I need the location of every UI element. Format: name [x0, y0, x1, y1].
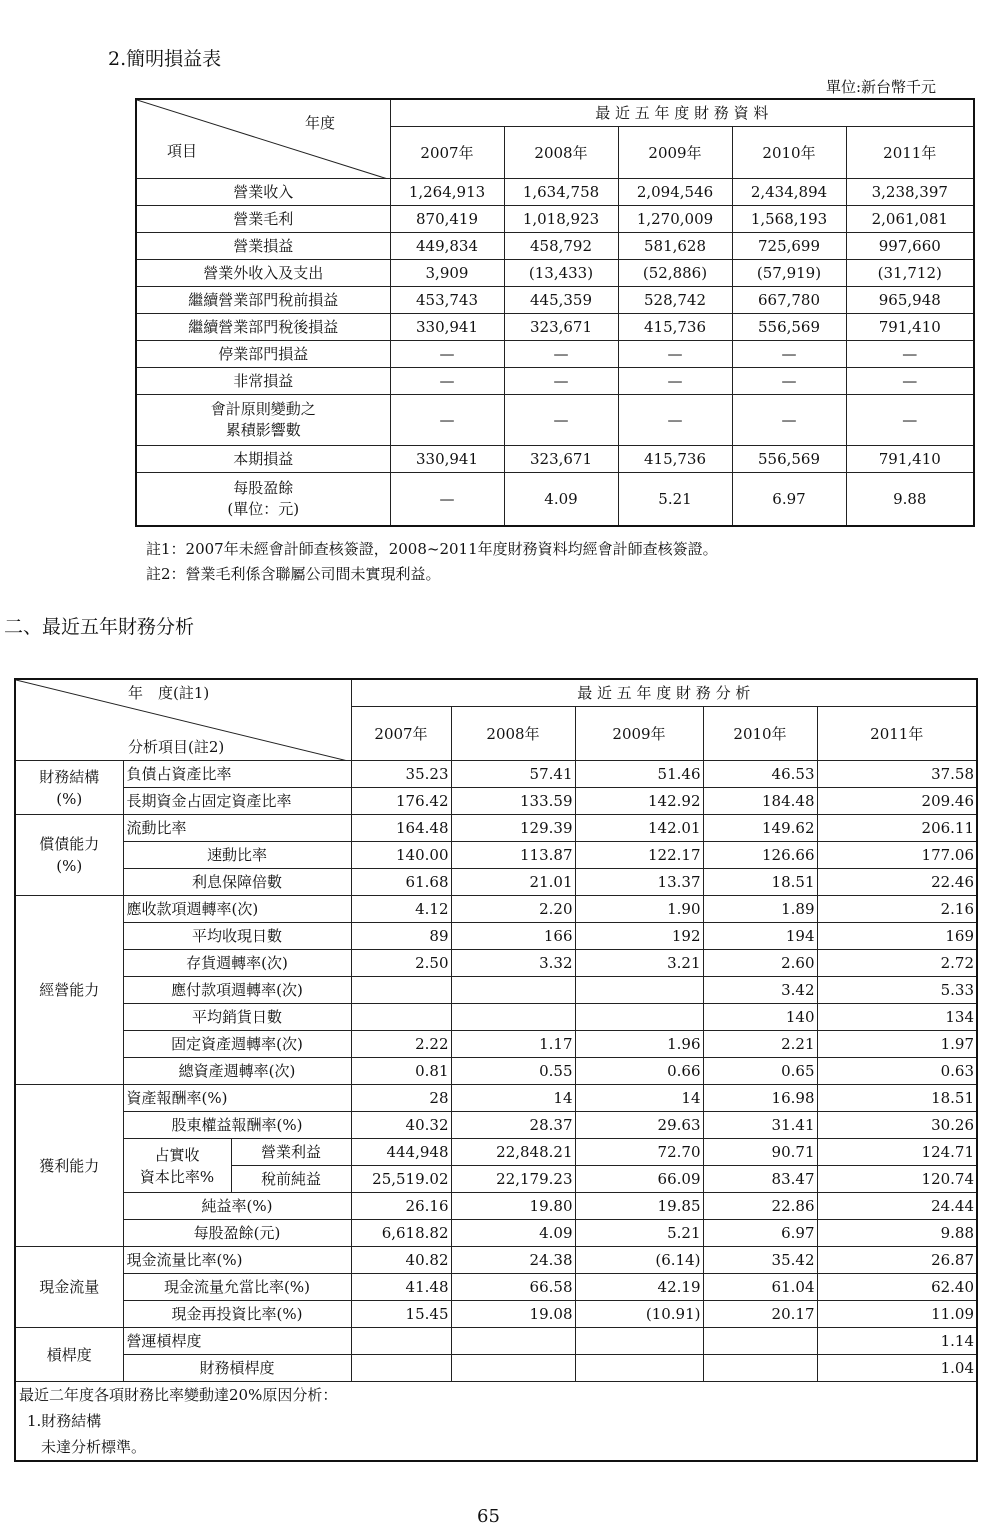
cell-value: 581,628: [618, 233, 732, 260]
cell-value: 1.17: [451, 1031, 575, 1058]
row-label: 速動比率: [123, 842, 351, 869]
category-label: 償債能力: [39, 835, 100, 853]
category-financial-structure: [15, 761, 123, 815]
cell-value: —: [846, 341, 974, 368]
unit-label: 單位:新台幣千元: [826, 78, 937, 96]
cell-value: 140.00: [351, 842, 451, 869]
cell-value: 15.45: [351, 1301, 451, 1328]
section-title-financial-analysis: 二、最近五年財務分析: [4, 616, 195, 638]
cell-value: 28.37: [451, 1112, 575, 1139]
cell-value: —: [504, 341, 618, 368]
cell-value: 176.42: [351, 788, 451, 815]
table-row: [15, 1328, 977, 1355]
row-label: 應付款項週轉率(次): [123, 977, 351, 1004]
table-row: [15, 869, 977, 896]
cell-value: 2.20: [451, 896, 575, 923]
cell-value: [575, 1004, 703, 1031]
analysis-cell: [15, 1382, 977, 1462]
cell-value: 2,434,894: [732, 179, 846, 206]
cell-value: 2.60: [703, 950, 817, 977]
row-label: 應收款項週轉率(次): [123, 896, 351, 923]
row-label: 繼續營業部門稅前損益: [136, 287, 390, 314]
cell-value: 2.16: [817, 896, 977, 923]
category-solvency: [15, 815, 123, 896]
cell-value: [351, 1004, 451, 1031]
cell-value: 61.04: [703, 1274, 817, 1301]
table-row: [15, 761, 977, 788]
table-row: [136, 368, 974, 395]
table-row: [15, 1112, 977, 1139]
cell-value: (57,919): [732, 260, 846, 287]
cell-value: 19.80: [451, 1193, 575, 1220]
cell-value: 126.66: [703, 842, 817, 869]
cell-value: 330,941: [390, 446, 504, 473]
cell-value: 9.88: [846, 473, 974, 527]
cell-value: 4.09: [451, 1220, 575, 1247]
cell-value: [351, 977, 451, 1004]
cell-value: 51.46: [575, 761, 703, 788]
cell-value: 323,671: [504, 314, 618, 341]
header-item-label: 項目: [167, 142, 198, 160]
cell-value: 330,941: [390, 314, 504, 341]
row-label: 長期資金占固定資產比率: [123, 788, 351, 815]
cell-value: 415,736: [618, 314, 732, 341]
year-header: 2011年: [846, 127, 974, 179]
cell-value: 14: [451, 1085, 575, 1112]
table-row: [15, 1301, 977, 1328]
cell-value: 129.39: [451, 815, 575, 842]
cell-value: 22,848.21: [451, 1139, 575, 1166]
cell-value: 18.51: [817, 1085, 977, 1112]
cell-value: 62.40: [817, 1274, 977, 1301]
subcategory-label: 資本比率%: [139, 1167, 215, 1186]
category-leverage: 槓桿度: [15, 1328, 123, 1382]
cell-value: 140: [703, 1004, 817, 1031]
cell-value: 134: [817, 1004, 977, 1031]
cell-value: 1,264,913: [390, 179, 504, 206]
subcategory-paid-in-capital: [123, 1139, 231, 1193]
row-label: 營業損益: [136, 233, 390, 260]
cell-value: 0.55: [451, 1058, 575, 1085]
cell-value: 209.46: [817, 788, 977, 815]
cell-value: 453,743: [390, 287, 504, 314]
cell-value: [451, 977, 575, 1004]
cell-value: 556,569: [732, 314, 846, 341]
analysis-title: 最近二年度各項財務比率變動達20%原因分析：: [19, 1386, 338, 1404]
cell-value: 0.66: [575, 1058, 703, 1085]
cell-value: —: [618, 395, 732, 446]
table-row: [136, 395, 974, 446]
cell-value: 6,618.82: [351, 1220, 451, 1247]
cell-value: 9.88: [817, 1220, 977, 1247]
analysis-item: 1.財務結構: [27, 1412, 102, 1430]
category-cash-flow: 現金流量: [15, 1247, 123, 1328]
cell-value: 1.96: [575, 1031, 703, 1058]
table-row: [136, 287, 974, 314]
cell-value: 72.70: [575, 1139, 703, 1166]
cell-value: 0.65: [703, 1058, 817, 1085]
table-row: [15, 1220, 977, 1247]
year-header: 2008年: [451, 707, 575, 761]
cell-value: 133.59: [451, 788, 575, 815]
cell-value: 177.06: [817, 842, 977, 869]
cell-value: 0.63: [817, 1058, 977, 1085]
cell-value: 6.97: [732, 473, 846, 527]
cell-value: 2.72: [817, 950, 977, 977]
cell-value: 122.17: [575, 842, 703, 869]
cell-value: 997,660: [846, 233, 974, 260]
cell-value: 3.42: [703, 977, 817, 1004]
table-row: [136, 260, 974, 287]
cell-value: 61.68: [351, 869, 451, 896]
cell-value: —: [390, 368, 504, 395]
cell-value: 164.48: [351, 815, 451, 842]
cell-value: 4.09: [504, 473, 618, 527]
table-row: [15, 1085, 977, 1112]
year-header: 2011年: [817, 707, 977, 761]
header-diagonal-cell: [15, 679, 351, 761]
cell-value: 42.19: [575, 1274, 703, 1301]
cell-value: 11.09: [817, 1301, 977, 1328]
row-label: 每股盈餘(元): [123, 1220, 351, 1247]
cell-value: —: [618, 341, 732, 368]
cell-value: 192: [575, 923, 703, 950]
cell-value: 120.74: [817, 1166, 977, 1193]
cell-value: 194: [703, 923, 817, 950]
cell-value: 449,834: [390, 233, 504, 260]
cell-value: 667,780: [732, 287, 846, 314]
cell-value: 26.16: [351, 1193, 451, 1220]
category-profitability: 獲利能力: [15, 1085, 123, 1247]
cell-value: 40.82: [351, 1247, 451, 1274]
table-row: [136, 341, 974, 368]
cell-value: 791,410: [846, 446, 974, 473]
cell-value: —: [390, 395, 504, 446]
cell-value: 5.33: [817, 977, 977, 1004]
cell-value: 445,359: [504, 287, 618, 314]
row-label: 固定資產週轉率(次): [123, 1031, 351, 1058]
table-row: [15, 1031, 977, 1058]
note-2: 註2：營業毛利係含聯屬公司間未實現利益。: [146, 565, 441, 583]
table-row: [15, 1004, 977, 1031]
cell-value: —: [504, 368, 618, 395]
cell-value: 35.42: [703, 1247, 817, 1274]
row-label: 營運槓桿度: [123, 1328, 351, 1355]
note-1: 註1：2007年未經會計師查核簽證，2008~2011年度財務資料均經會計師查核簽證。: [146, 540, 718, 558]
row-label: 非常損益: [136, 368, 390, 395]
cell-value: 22.46: [817, 869, 977, 896]
cell-value: 57.41: [451, 761, 575, 788]
table-row: [15, 977, 977, 1004]
year-header: 2007年: [390, 127, 504, 179]
cell-value: 142.92: [575, 788, 703, 815]
cell-value: 3.21: [575, 950, 703, 977]
header-year-label: 年度: [305, 114, 336, 132]
header-diagonal-cell: [136, 99, 390, 179]
section-title-income-statement: 2.簡明損益表: [108, 48, 222, 70]
row-label: 總資產週轉率(次): [123, 1058, 351, 1085]
cell-value: 35.23: [351, 761, 451, 788]
cell-value: 18.51: [703, 869, 817, 896]
table-row: [15, 1139, 977, 1166]
cell-value: —: [390, 473, 504, 527]
category-label: 財務結構: [39, 767, 100, 786]
row-label: 營業收入: [136, 179, 390, 206]
cell-value: (13,433): [504, 260, 618, 287]
cell-value: [575, 1328, 703, 1355]
table-row: [136, 206, 974, 233]
row-label: 平均收現日數: [123, 923, 351, 950]
cell-value: (52,886): [618, 260, 732, 287]
income-statement-table: [135, 98, 975, 527]
cell-value: 21.01: [451, 869, 575, 896]
cell-value: —: [732, 395, 846, 446]
category-operating: 經營能力: [15, 896, 123, 1085]
cell-value: 2,061,081: [846, 206, 974, 233]
table-row: [15, 896, 977, 923]
table-row: [15, 1247, 977, 1274]
cell-value: 1.90: [575, 896, 703, 923]
row-label-line1: 會計原則變動之: [210, 400, 316, 418]
cell-value: 870,419: [390, 206, 504, 233]
cell-value: 29.63: [575, 1112, 703, 1139]
year-header: 2010年: [703, 707, 817, 761]
page-number: 65: [477, 1506, 500, 1527]
cell-value: 1.97: [817, 1031, 977, 1058]
row-label: 存貨週轉率(次): [123, 950, 351, 977]
table-row: [15, 1355, 977, 1382]
table-row: [136, 473, 974, 527]
row-label: [136, 473, 390, 527]
cell-value: 3,238,397: [846, 179, 974, 206]
cell-value: 3,909: [390, 260, 504, 287]
cell-value: 0.81: [351, 1058, 451, 1085]
cell-value: 13.37: [575, 869, 703, 896]
cell-value: 415,736: [618, 446, 732, 473]
cell-value: 1.89: [703, 896, 817, 923]
cell-value: [451, 1355, 575, 1382]
cell-value: 791,410: [846, 314, 974, 341]
header-item-label: 分析項目(註2): [128, 738, 225, 756]
row-label: 現金流量比率(%): [123, 1247, 351, 1274]
cell-value: [575, 977, 703, 1004]
year-header: 2010年: [732, 127, 846, 179]
table-row: [15, 788, 977, 815]
cell-value: —: [846, 368, 974, 395]
cell-value: —: [390, 341, 504, 368]
cell-value: 4.12: [351, 896, 451, 923]
cell-value: 28: [351, 1085, 451, 1112]
cell-value: 24.44: [817, 1193, 977, 1220]
year-header: 2009年: [575, 707, 703, 761]
cell-value: 206.11: [817, 815, 977, 842]
cell-value: 556,569: [732, 446, 846, 473]
table-row: [15, 923, 977, 950]
row-label: 資產報酬率(%): [123, 1085, 351, 1112]
row-label: 繼續營業部門稅後損益: [136, 314, 390, 341]
cell-value: 169: [817, 923, 977, 950]
cell-value: 528,742: [618, 287, 732, 314]
header-group: 最 近 五 年 度 財 務 分 析: [351, 679, 977, 707]
table-row: [136, 233, 974, 260]
row-label: 營業毛利: [136, 206, 390, 233]
cell-value: 5.21: [575, 1220, 703, 1247]
cell-value: 46.53: [703, 761, 817, 788]
cell-value: 1,018,923: [504, 206, 618, 233]
row-label: 純益率(%): [123, 1193, 351, 1220]
cell-value: [575, 1355, 703, 1382]
cell-value: 83.47: [703, 1166, 817, 1193]
table-row: [15, 1193, 977, 1220]
cell-value: 66.09: [575, 1166, 703, 1193]
cell-value: 41.48: [351, 1274, 451, 1301]
cell-value: 5.21: [618, 473, 732, 527]
cell-value: 22.86: [703, 1193, 817, 1220]
year-header: 2007年: [351, 707, 451, 761]
cell-value: —: [504, 395, 618, 446]
cell-value: 725,699: [732, 233, 846, 260]
cell-value: 26.87: [817, 1247, 977, 1274]
cell-value: [703, 1355, 817, 1382]
cell-value: (10.91): [575, 1301, 703, 1328]
table-row: [15, 815, 977, 842]
cell-value: 14: [575, 1085, 703, 1112]
analysis-text: 未達分析標準。: [41, 1438, 147, 1456]
row-label: [136, 395, 390, 446]
row-label: 流動比率: [123, 815, 351, 842]
cell-value: 30.26: [817, 1112, 977, 1139]
row-label: 負債占資產比率: [123, 761, 351, 788]
row-label: 停業部門損益: [136, 341, 390, 368]
row-label: 股東權益報酬率(%): [123, 1112, 351, 1139]
table-row: [15, 950, 977, 977]
cell-value: 90.71: [703, 1139, 817, 1166]
cell-value: 2.22: [351, 1031, 451, 1058]
header-year-label: 年 度(註1): [128, 684, 210, 702]
cell-value: —: [732, 368, 846, 395]
table-row: [136, 314, 974, 341]
subcategory-label: 占實收: [154, 1145, 200, 1164]
financial-analysis-table: [14, 678, 978, 1462]
cell-value: 89: [351, 923, 451, 950]
cell-value: 40.32: [351, 1112, 451, 1139]
cell-value: 16.98: [703, 1085, 817, 1112]
cell-value: 31.41: [703, 1112, 817, 1139]
row-label: 本期損益: [136, 446, 390, 473]
cell-value: 19.85: [575, 1193, 703, 1220]
cell-value: 323,671: [504, 446, 618, 473]
cell-value: (6.14): [575, 1247, 703, 1274]
row-label: 稅前純益: [231, 1166, 351, 1193]
category-unit: (%): [56, 789, 83, 808]
cell-value: 22,179.23: [451, 1166, 575, 1193]
row-label: 平均銷貨日數: [123, 1004, 351, 1031]
cell-value: (31,712): [846, 260, 974, 287]
cell-value: 2.50: [351, 950, 451, 977]
cell-value: [351, 1355, 451, 1382]
cell-value: 19.08: [451, 1301, 575, 1328]
cell-value: 444,948: [351, 1139, 451, 1166]
row-label: 現金再投資比率(%): [123, 1301, 351, 1328]
cell-value: 37.58: [817, 761, 977, 788]
row-label-line2: (單位：元): [227, 500, 300, 518]
cell-value: 1,634,758: [504, 179, 618, 206]
row-label: 營業利益: [231, 1139, 351, 1166]
cell-value: [451, 1004, 575, 1031]
cell-value: 142.01: [575, 815, 703, 842]
year-header: 2008年: [504, 127, 618, 179]
cell-value: 965,948: [846, 287, 974, 314]
cell-value: [351, 1328, 451, 1355]
analysis-row: [15, 1382, 977, 1462]
cell-value: 1.04: [817, 1355, 977, 1382]
cell-value: 24.38: [451, 1247, 575, 1274]
header-group: 最 近 五 年 度 財 務 資 料: [390, 99, 974, 127]
category-unit: (%): [56, 857, 83, 875]
table-row: [136, 179, 974, 206]
row-label-line1: 每股盈餘: [233, 479, 294, 497]
cell-value: 1.14: [817, 1328, 977, 1355]
cell-value: 66.58: [451, 1274, 575, 1301]
cell-value: 1,270,009: [618, 206, 732, 233]
table-row: [136, 446, 974, 473]
cell-value: 2,094,546: [618, 179, 732, 206]
cell-value: 166: [451, 923, 575, 950]
cell-value: 1,568,193: [732, 206, 846, 233]
cell-value: [703, 1328, 817, 1355]
cell-value: —: [732, 341, 846, 368]
table-row: [15, 1274, 977, 1301]
cell-value: [451, 1328, 575, 1355]
table-row: [15, 842, 977, 869]
cell-value: 3.32: [451, 950, 575, 977]
cell-value: 2.21: [703, 1031, 817, 1058]
cell-value: 6.97: [703, 1220, 817, 1247]
row-label: 現金流量允當比率(%): [123, 1274, 351, 1301]
cell-value: 25,519.02: [351, 1166, 451, 1193]
cell-value: 113.87: [451, 842, 575, 869]
diagonal-line: [137, 100, 390, 179]
cell-value: —: [618, 368, 732, 395]
cell-value: 124.71: [817, 1139, 977, 1166]
cell-value: 149.62: [703, 815, 817, 842]
cell-value: 458,792: [504, 233, 618, 260]
cell-value: 20.17: [703, 1301, 817, 1328]
row-label: 營業外收入及支出: [136, 260, 390, 287]
row-label-line2: 累積影響數: [225, 421, 301, 439]
year-header: 2009年: [618, 127, 732, 179]
row-label: 財務槓桿度: [123, 1355, 351, 1382]
table-row: [15, 1058, 977, 1085]
cell-value: 184.48: [703, 788, 817, 815]
row-label: 利息保障倍數: [123, 869, 351, 896]
cell-value: —: [846, 395, 974, 446]
